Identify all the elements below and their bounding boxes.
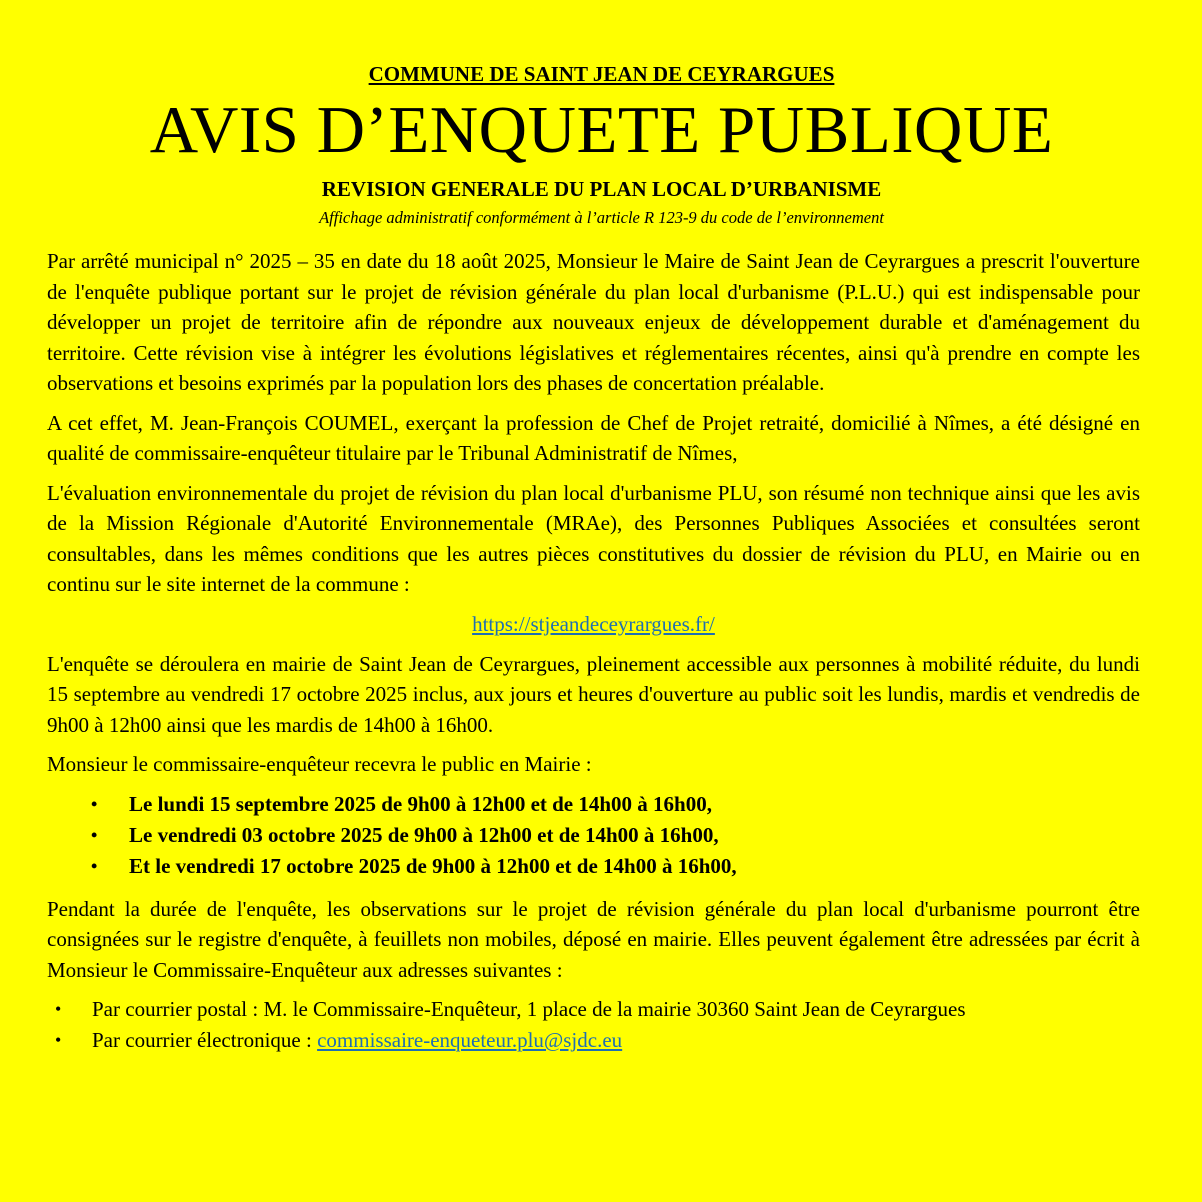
list-item — [47, 820, 1140, 851]
list-item — [47, 789, 1140, 820]
postal-address: Par courrier postal : M. le Commissaire-Enquêteur, 1 place de la mairie 30360 Saint Jean de Ceyrargues — [92, 997, 966, 1021]
list-item — [47, 851, 1140, 882]
bullet-icon: • — [91, 824, 98, 845]
permanence-text: Le vendredi 03 octobre 2025 de 9h00 à 12h00 et de 14h00 à 16h00, — [129, 822, 719, 847]
permanences-list — [47, 789, 1140, 882]
website-link[interactable]: https://stjeandeceyrargues.fr/ — [472, 611, 715, 636]
permanence-text: Et le vendredi 17 octobre 2025 de 9h00 à 12h00 et de 14h00 à 16h00, — [129, 853, 737, 878]
paragraph-observations: Pendant la durée de l'enquête, les observations sur le projet de révision générale du plan local d'urbanisme pourront être consignées sur le registre d'enquête, à feuillets non mobiles, déposé en mairie. Elles peuvent également être adressées par écrit à Monsieur le Commissaire-Enquêteur aux adresses suivantes : — [47, 896, 1140, 982]
bullet-icon: • — [91, 793, 98, 814]
website-line — [47, 609, 1140, 639]
subtitle: REVISION GENERALE DU PLAN LOCAL D’URBANISME — [321, 177, 882, 201]
bullet-icon: • — [91, 855, 98, 876]
affichage-note: Affichage administratif conformément à l’article R 123-9 du code de l’environnement — [319, 208, 884, 227]
paragraph-deroulement: L'enquête se déroulera en mairie de Saint Jean de Ceyrargues, pleinement accessible aux personnes à mobilité réduite, du lundi 15 septembre au vendredi 17 octobre 2025 inclus, aux jours et heures d'ouverture au public soit les lundis, mardis et vendredis de 9h00 à 12h00 ainsi que les mardis de 14h00 à 16h00. — [47, 651, 1140, 737]
paragraph-arrete: Par arrêté municipal n° 2025 – 35 en date du 18 août 2025, Monsieur le Maire de Saint Jean de Ceyrargues a prescrit l'ouverture de l'enquête publique portant sur le projet de révision générale du plan local d'urbanisme (P.L.U.) qui est indispensable pour développer un projet de territoire afin de répondre aux nouveaux enjeux de développement durable et d'aménagement du territoire. Cette révision vise à intégrer les évolutions législatives et réglementaires récentes, ainsi qu'à prendre en compte les observations et besoins exprimés par la population lors des phases de concertation préalable. — [47, 249, 1140, 395]
permanence-text: Le lundi 15 septembre 2025 de 9h00 à 12h00 et de 14h00 à 16h00, — [129, 791, 712, 816]
list-item — [47, 994, 1140, 1025]
paragraph-commissaire: A cet effet, M. Jean-François COUMEL, exerçant la profession de Chef de Projet retraité, domicilié à Nîmes, a été désigné en qualité de commissaire-enquêteur titulaire par le Tribunal Administratif de Nîmes, — [47, 410, 1140, 465]
email-label: Par courrier électronique : — [92, 1028, 318, 1052]
bullet-icon: • — [55, 1030, 62, 1050]
page-title: AVIS D’ENQUETE PUBLIQUE — [149, 93, 1054, 167]
list-item — [47, 1025, 1140, 1056]
commune-heading: COMMUNE DE SAINT JEAN DE CEYRARGUES — [368, 62, 835, 86]
addresses-list — [47, 994, 1140, 1056]
paragraph-reception: Monsieur le commissaire-enquêteur recevra le public en Mairie : — [47, 752, 592, 776]
paragraph-evaluation: L'évaluation environnementale du projet de révision du plan local d'urbanisme PLU, son résumé non technique ainsi que les avis de la Mission Régionale d'Autorité Environnementale (MRAe), des Personnes Publiques Associées et consultées seront consultables, dans les mêmes conditions que les autres pièces constitutives du dossier de révision du PLU, en Mairie ou en continu sur le site internet de la commune : — [47, 480, 1140, 596]
bullet-icon: • — [55, 999, 62, 1019]
email-link[interactable]: commissaire-enqueteur.plu@sjdc.eu — [317, 1028, 623, 1052]
